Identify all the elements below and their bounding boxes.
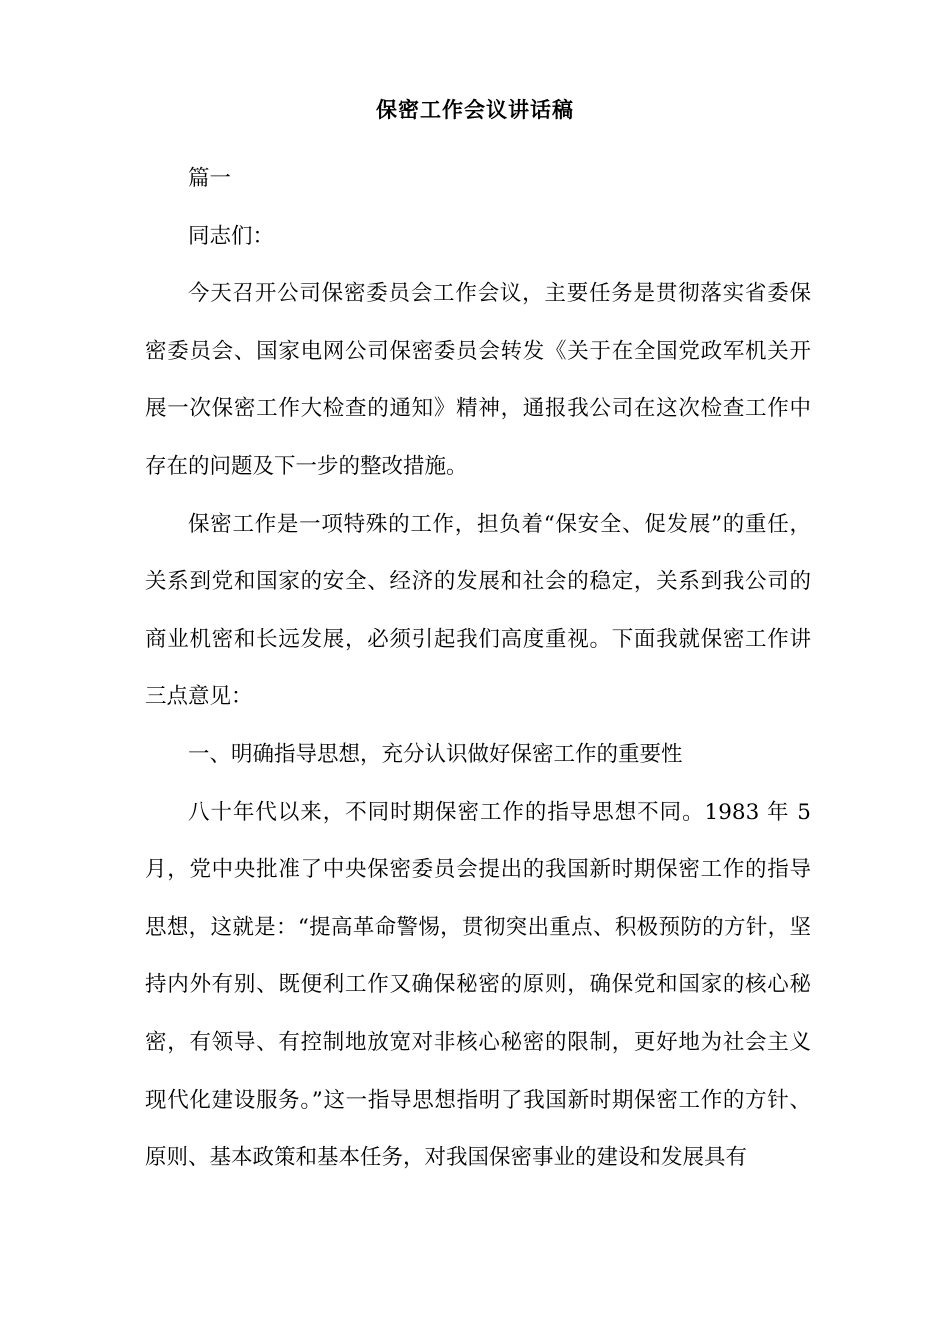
- paragraph-meeting-purpose: 今天召开公司保密委员会工作会议，主要任务是贯彻落实省委保密委员会、国家电网公司保密委员会转发《关于在全国党政军机关开展一次保密工作大检查的通知》精神，通报我公司在这次检查工作中存在的问题及下一步的整改措施。: [145, 281, 811, 479]
- paragraph-salutation: 同志们：: [188, 223, 275, 249]
- paragraph-importance: 保密工作是一项特殊的工作，担负着“保安全、促发展”的重任，关系到党和国家的安全、经济的发展和社会的稳定，关系到我公司的商业机密和长远发展，必须引起我们高度重视。下面我就保密工作讲三点意见：: [145, 511, 811, 710]
- paragraph-section-label: 篇一: [188, 166, 232, 191]
- paragraph-heading-one: 一、明确指导思想，充分认识做好保密工作的重要性: [188, 741, 683, 767]
- document-body: [145, 150, 811, 1187]
- paragraph-guiding-ideology: 八十年代以来，不同时期保密工作的指导思想不同。1983 年 5 月，党中央批准了中央保密委员会提出的我国新时期保密工作的指导思想，这就是：“提高革命警惕，贯彻突出重点、积极预防的方针，坚持内外有别、既便利工作又确保秘密的原则，确保党和国家的核心秘密，有领导、有控制地放宽对非核心秘密的限制，更好地为社会主义现代化建设服务。”这一指导思想指明了我国新时期保密工作的方针、原则、基本政策和基本任务，对我国保密事业的建设和发展具有: [145, 799, 811, 1171]
- document-title: 保密工作会议讲话稿: [376, 98, 574, 122]
